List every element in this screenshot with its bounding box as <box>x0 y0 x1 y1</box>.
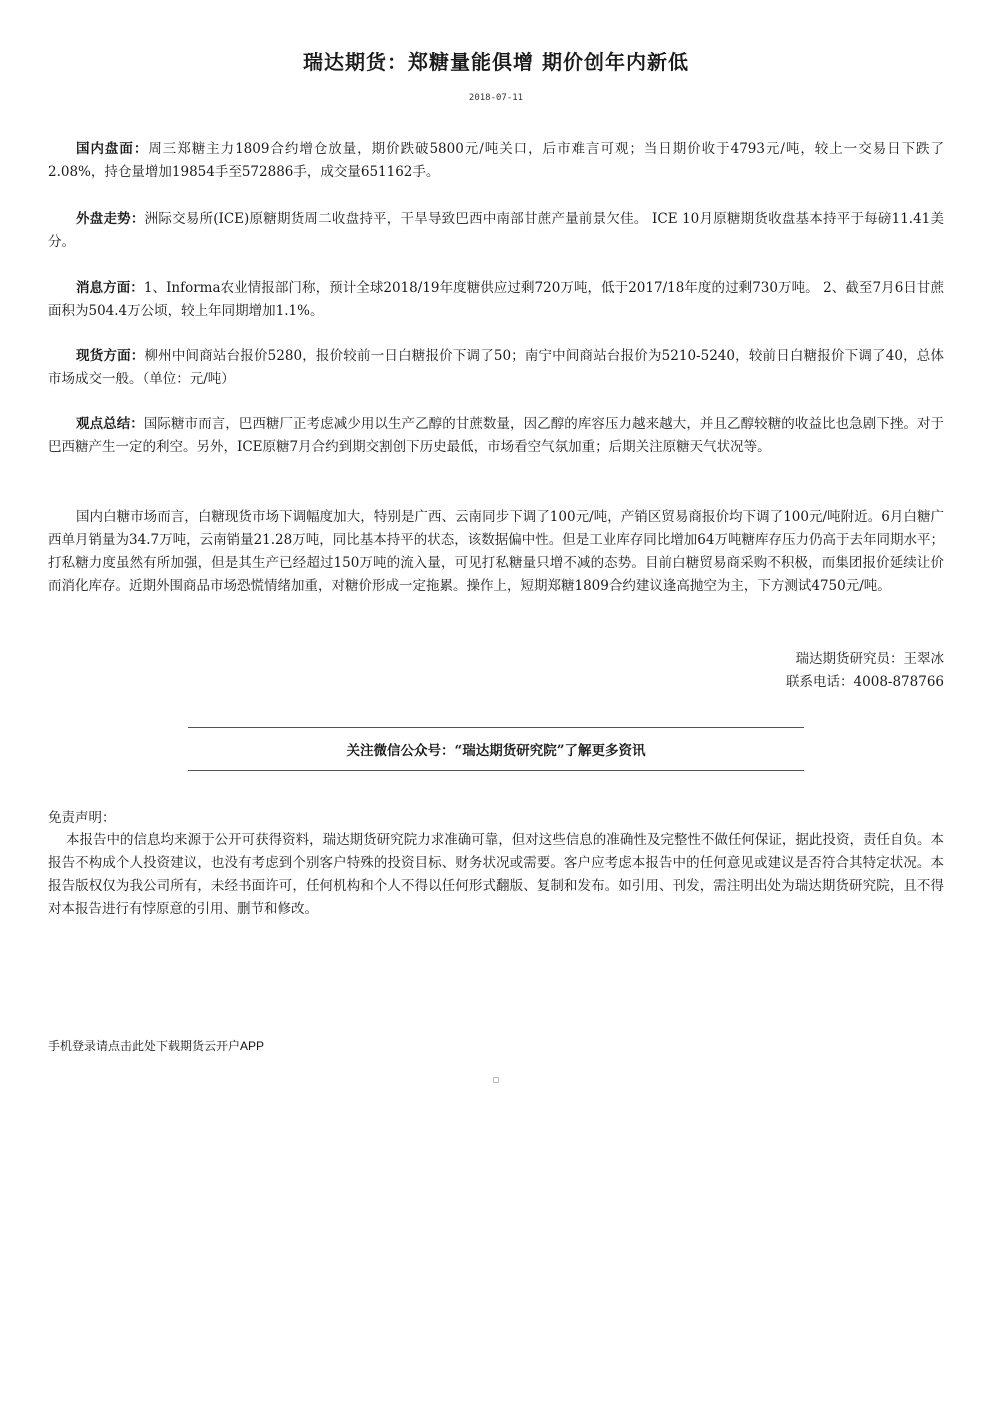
page-marker <box>493 1077 499 1083</box>
report-title: 瑞达期货：郑糖量能俱增 期价创年内新低 <box>303 50 689 74</box>
section-lead: 外盘走势： <box>76 211 145 227</box>
section-lead: 现货方面： <box>76 348 145 364</box>
summary-paragraph <box>48 413 944 459</box>
analysis-paragraph: 国内白糖市场而言，白糖现货市场下调幅度加大，特别是广西、云南同步下调了100元/吨，产销区贸易商报价均下调了100元/吨附近。6月白糖广西单月销量为34.7万吨，云南销量21.28万吨，同比基本持平的状态，该数据偏中性。但是工业库存同比增加64万吨糖库存压力仍高于去年同期水平；打私糖力度虽然有所加强，但是其生产已经超过150万吨的流入量，可见打私糖量只增不减的态势。目前白糖贸易商采购不积极，而集团报价延续让价而消化库存。近期外围商品市场恐慌情绪加重，对糖价形成一定拖累。操作上，短期郑糖1809合约建议逢高抛空为主，下方测试4750元/吨。 <box>48 509 944 594</box>
download-app-link[interactable]: 手机登录请点击此处下载期货云开户APP <box>48 1039 265 1053</box>
divider-top <box>188 727 804 728</box>
news-paragraph <box>48 277 944 323</box>
divider-bottom <box>188 770 804 771</box>
disclaimer-title: 免责声明： <box>48 810 116 826</box>
wechat-follow-notice: 关注微信公众号：“瑞达期货研究院”了解更多资讯 <box>346 743 646 759</box>
section-text: 周三郑糖主力1809合约增仓放量，期价跌破5800元/吨关口，后市难言可观；当日期价收于4793元/吨，较上一交易日下跌了2.08%，持仓量增加19854手至572886手，成交量651162手。 <box>48 141 944 180</box>
contact-phone: 联系电话：4008-878766 <box>786 674 944 690</box>
section-text: 1、Informa农业情报部门称，预计全球2018/19年度糖供应过剩720万吨，低于2017/18年度的过剩730万吨。 2、截至7月6日甘蔗面积为504.4万公顷，较上年同期增加1.1%。 <box>48 280 944 319</box>
researcher-signature: 瑞达期货研究员：王翠冰 <box>795 651 944 667</box>
section-text: 洲际交易所(ICE)原糖期货周二收盘持平，干旱导致巴西中南部甘蔗产量前景欠佳。 ICE 10月原糖期货收盘基本持平于每磅11.41美分。 <box>48 211 944 250</box>
foreign-market-paragraph <box>48 208 944 254</box>
domestic-market-paragraph <box>48 138 944 184</box>
report-date: 2018-07-11 <box>468 93 524 103</box>
section-lead: 国内盘面： <box>76 141 149 157</box>
spot-paragraph <box>48 345 944 391</box>
section-lead: 观点总结： <box>76 416 144 432</box>
section-text: 国际糖市而言，巴西糖厂正考虑减少用以生产乙醇的甘蔗数量，因乙醇的库容压力越来越大，并且乙醇较糖的收益比也急剧下挫。对于巴西糖产生一定的利空。另外，ICE原糖7月合约到期交割创下历史最低，市场看空气氛加重；后期关注原糖天气状况等。 <box>48 416 945 455</box>
section-text: 柳州中间商站台报价5280，报价较前一日白糖报价下调了50；南宁中间商站台报价为5210-5240，较前日白糖报价下调了40，总体市场成交一般。（单位：元/吨） <box>48 348 945 387</box>
section-lead: 消息方面： <box>76 280 144 296</box>
disclaimer-text: 本报告中的信息均来源于公开可获得资料，瑞达期货研究院力求准确可靠，但对这些信息的准确性及完整性不做任何保证，据此投资，责任自负。本报告不构成个人投资建议，也没有考虑到个别客户特殊的投资目标、财务状况或需要。客户应考虑本报告中的任何意见或建议是否符合其特定状况。本报告版权仅为我公司所有，未经书面许可，任何机构和个人不得以任何形式翻版、复制和发布。如引用、刊发，需注明出处为瑞达期货研究院，且不得对本报告进行有悖原意的引用、删节和修改。 <box>48 832 944 917</box>
